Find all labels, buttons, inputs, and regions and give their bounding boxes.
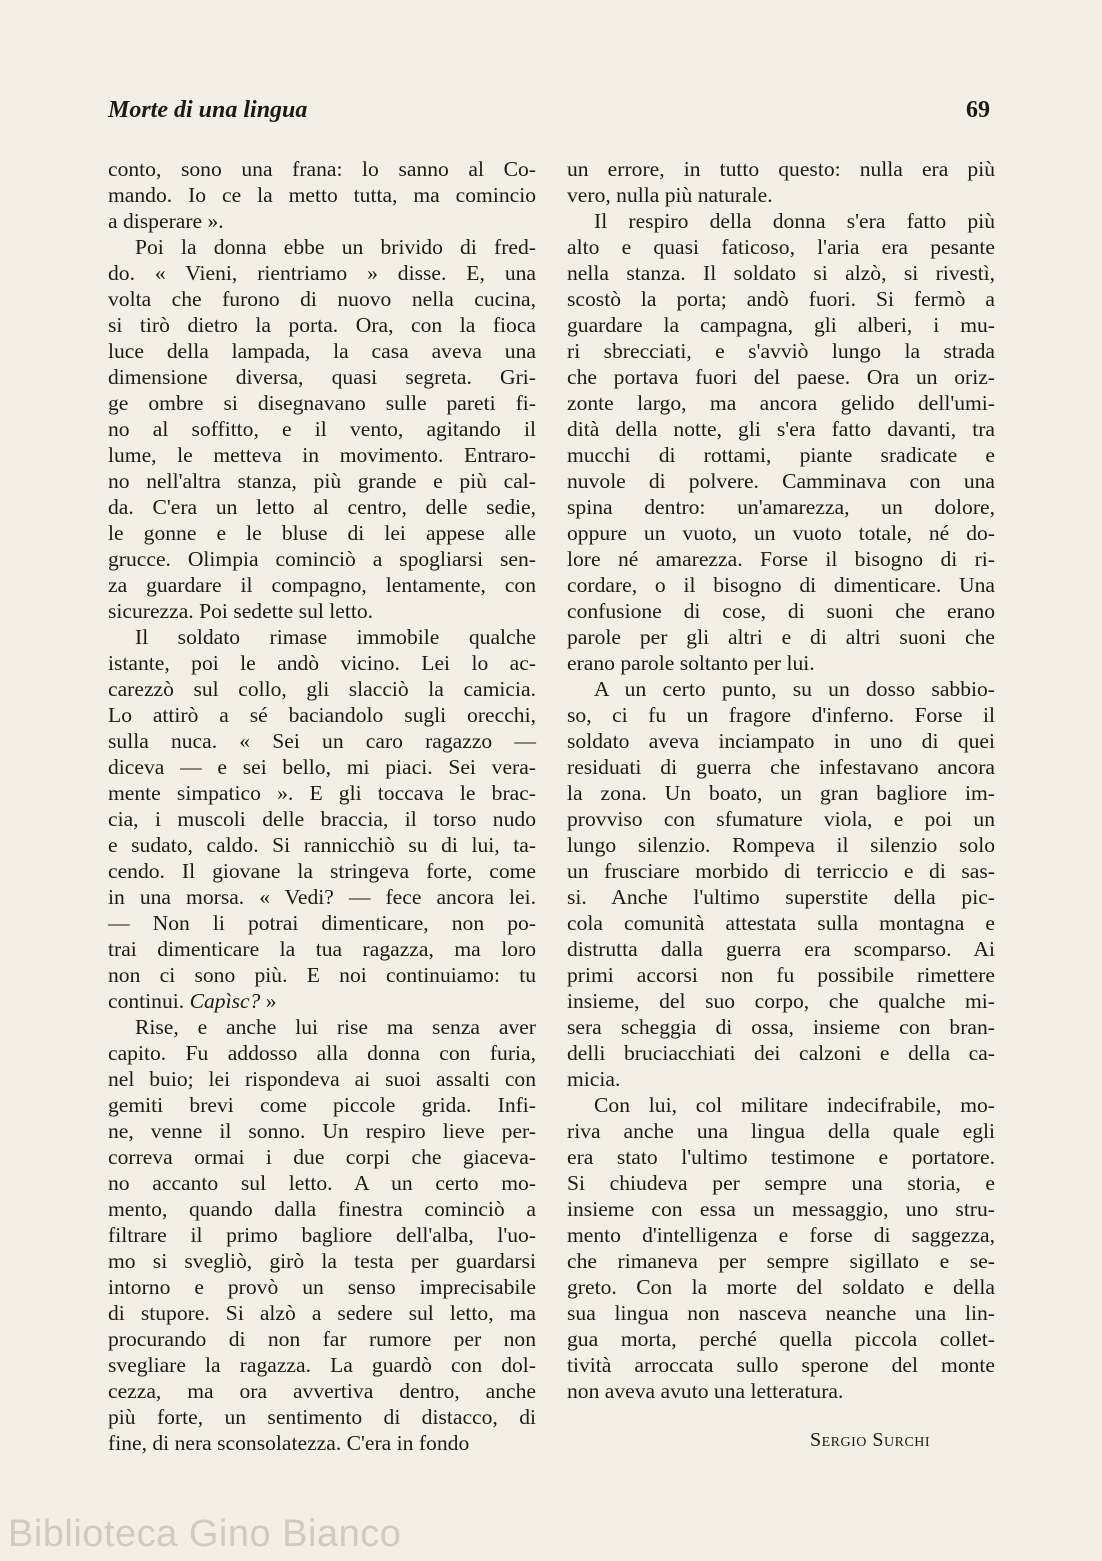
text-line: mente simpatico ». E gli toccava le brac-	[108, 781, 536, 805]
text-line: si. Anche l'ultimo superstite della pic-	[567, 885, 995, 909]
text-line: provviso con sfumature viola, e poi un	[567, 807, 995, 831]
text-line: la zona. Un boato, un gran bagliore im-	[567, 781, 995, 805]
text-line: sua lingua non nasceva neanche una lin-	[567, 1301, 995, 1325]
text-line: intorno e provò un senso imprecisabile	[108, 1275, 536, 1299]
text-line: lore né amarezza. Forse il bisogno di ri-	[567, 547, 995, 571]
text-line: Il respiro della donna s'era fatto più	[594, 209, 995, 233]
text-line: di stupore. Si alzò a sedere sul letto, ma	[108, 1301, 536, 1325]
text-line: procurando di non far rumore per non	[108, 1327, 536, 1351]
text-line: ne, venne il sonno. Un respiro lieve per-	[108, 1119, 536, 1143]
text-line: mento, quando dalla finestra cominciò a	[108, 1197, 536, 1221]
text-line: non aveva avuto una letteratura.	[567, 1379, 844, 1403]
text-line: lume, le metteva in movimento. Entraro-	[108, 443, 536, 467]
text-line: A un certo punto, su un dosso sabbio-	[594, 677, 995, 701]
text-line: nella stanza. Il soldato si alzò, si rivestì,	[567, 261, 995, 285]
text-line: insieme, del suo corpo, che qualche mi-	[567, 989, 995, 1013]
text-line: alto e quasi faticoso, l'aria era pesante	[567, 235, 995, 259]
text-line: capito. Fu addosso alla donna con furia,	[108, 1041, 536, 1065]
text-line: cordare, o il bisogno di dimenticare. Una	[567, 573, 995, 597]
text-line: conto, sono una frana: lo sanno al Co-	[108, 157, 536, 181]
text-line: vero, nulla più naturale.	[567, 183, 773, 207]
text-line: Poi la donna ebbe un brivido di fred-	[135, 235, 536, 259]
author-signature: Sergio Surchi	[810, 1429, 931, 1451]
text-line: ge ombre si disegnavano sulle pareti fi-	[108, 391, 536, 415]
text-line: sulla nuca. « Sei un caro ragazzo —	[108, 729, 536, 753]
text-line: mando. Io ce la metto tutta, ma comincio	[108, 183, 536, 207]
text-line: più forte, un sentimento di distacco, di	[108, 1405, 536, 1429]
text-line: distrutta dalla guerra era scomparso. Ai	[567, 937, 995, 961]
text-line: un errore, in tutto questo: nulla era più	[567, 157, 995, 181]
text-line: soldato aveva inciampato in uno di quei	[567, 729, 995, 753]
library-watermark: Biblioteca Gino Bianco	[8, 1513, 402, 1555]
text-line: a disperare ».	[108, 209, 224, 233]
text-line: svegliare la ragazza. La guardò con dol-	[108, 1353, 536, 1377]
right-column	[567, 156, 995, 1404]
text-line: e sudato, caldo. Si rannicchiò su di lui, ta-	[108, 833, 536, 857]
text-line: continui. Capìsc? »	[108, 989, 277, 1013]
text-line: gemiti brevi come piccole grida. Infi-	[108, 1093, 536, 1117]
text-line: delli bruciacchiati dei calzoni e della ca-	[567, 1041, 995, 1065]
text-line: scostò la porta; andò fuori. Si fermò a	[567, 287, 995, 311]
text-line: non ci sono più. E noi continuiamo: tu	[108, 963, 536, 987]
text-line: che rimaneva per sempre sigillato e se-	[567, 1249, 995, 1273]
text-line: cendo. Il giovane la stringeva forte, come	[108, 859, 536, 883]
text-line: zonte largo, ma ancora gelido dell'umi-	[567, 391, 995, 415]
text-line: greto. Con la morte del soldato e della	[567, 1275, 995, 1299]
text-line: oppure un vuoto, un vuoto totale, né do-	[567, 521, 995, 545]
left-column	[108, 156, 536, 1456]
text-line: za guardare il compagno, lentamente, con	[108, 573, 536, 597]
text-line: da. C'era un letto al centro, delle sedie,	[108, 495, 536, 519]
text-line: dità della notte, gli s'era fatto davanti, tra	[567, 417, 995, 441]
text-line: correva ormai i due corpi che giaceva-	[108, 1145, 536, 1169]
text-line: un frusciare morbido di terriccio e di sas-	[567, 859, 995, 883]
text-line: istante, poi le andò vicino. Lei lo ac-	[108, 651, 536, 675]
text-line: nuvole di polvere. Camminava con una	[567, 469, 995, 493]
text-line: so, ci fu un fragore d'inferno. Forse il	[567, 703, 995, 727]
text-line: che portava fuori del paese. Ora un oriz-	[567, 365, 995, 389]
text-line: carezzò sul collo, gli slacciò la camicia.	[108, 677, 536, 701]
text-line: confusione di cose, di suoni che erano	[567, 599, 995, 623]
text-line: grucce. Olimpia cominciò a spogliarsi sen-	[108, 547, 536, 571]
text-line: fine, di nera sconsolatezza. C'era in fondo	[108, 1431, 470, 1455]
text-line: mo si svegliò, girò la testa per guardarsi	[108, 1249, 536, 1273]
text-line: riva anche una lingua della quale egli	[567, 1119, 995, 1143]
text-line: no nell'altra stanza, più grande e più cal-	[108, 469, 536, 493]
text-line: cezza, ma ora avvertiva dentro, anche	[108, 1379, 536, 1403]
text-line: Con lui, col militare indecifrabile, mo-	[594, 1093, 995, 1117]
text-line: ri sbrecciati, e s'avviò lungo la strada	[567, 339, 995, 363]
text-line: insieme con essa un messaggio, uno stru-	[567, 1197, 995, 1221]
text-line: parole per gli altri e di altri suoni che	[567, 625, 995, 649]
text-line: spina dentro: un'amarezza, un dolore,	[567, 495, 995, 519]
text-line: si tirò dietro la porta. Ora, con la fioca	[108, 313, 536, 337]
text-line: sera scheggia di ossa, insieme con bran-	[567, 1015, 995, 1039]
text-line: gua morta, perché quella piccola collet-	[567, 1327, 995, 1351]
text-line: mento d'intelligenza e forse di saggezza,	[567, 1223, 995, 1247]
text-line: cola comunità attestata sulla montagna e	[567, 911, 995, 935]
text-line: primi accorsi non fu possibile rimettere	[567, 963, 995, 987]
text-line: residuati di guerra che infestavano ancora	[567, 755, 995, 779]
text-line: tività arroccata sullo sperone del monte	[567, 1353, 995, 1377]
running-header	[108, 97, 990, 131]
text-line: in una morsa. « Vedi? — fece ancora lei.	[108, 885, 536, 909]
text-line: diceva — e sei bello, mi piaci. Sei vera-	[108, 755, 536, 779]
text-line: le gonne e le bluse di lei appese alle	[108, 521, 536, 545]
text-line: micia.	[567, 1067, 621, 1091]
text-line: volta che furono di nuovo nella cucina,	[108, 287, 536, 311]
text-line: cia, i muscoli delle braccia, il torso nudo	[108, 807, 536, 831]
text-line: sicurezza. Poi sedette sul letto.	[108, 599, 374, 623]
text-line: Rise, e anche lui rise ma senza aver	[135, 1015, 536, 1039]
text-line: nel buio; lei rispondeva ai suoi assalti con	[108, 1067, 536, 1091]
text-line: no al soffitto, e il vento, agitando il	[108, 417, 536, 441]
text-line: trai dimenticare la tua ragazza, ma loro	[108, 937, 536, 961]
text-line: do. « Vieni, rientriamo » disse. E, una	[108, 261, 536, 285]
running-title: Morte di una lingua	[108, 97, 308, 123]
text-line: dimensione diversa, quasi segreta. Gri-	[108, 365, 536, 389]
text-line: Lo attirò a sé baciandolo sugli orecchi,	[108, 703, 536, 727]
text-line: lungo silenzio. Rompeva il silenzio solo	[567, 833, 995, 857]
text-line: erano parole soltanto per lui.	[567, 651, 815, 675]
text-line: luce della lampada, la casa aveva una	[108, 339, 536, 363]
text-line: Si chiudeva per sempre una storia, e	[567, 1171, 995, 1195]
text-line: filtrare il primo bagliore dell'alba, l'uo-	[108, 1223, 536, 1247]
text-line: era stato l'ultimo testimone e portatore.	[567, 1145, 995, 1169]
text-line: mucchi di rottami, piante sradicate e	[567, 443, 995, 467]
text-line: — Non li potrai dimenticare, non po-	[108, 911, 536, 935]
text-line: guardare la campagna, gli alberi, i mu-	[567, 313, 995, 337]
text-line: Il soldato rimase immobile qualche	[135, 625, 536, 649]
text-line: no accanto sul letto. A un certo mo-	[108, 1171, 536, 1195]
page-number: 69	[966, 97, 990, 123]
